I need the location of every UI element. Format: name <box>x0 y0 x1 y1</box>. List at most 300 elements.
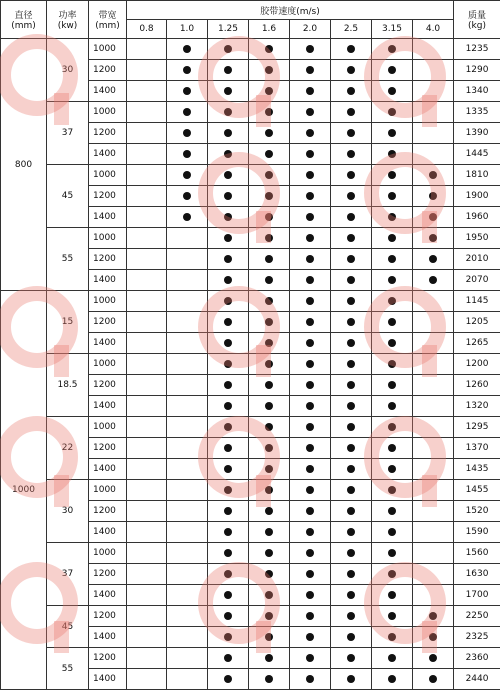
availability-dot <box>388 507 396 515</box>
speed-cell <box>127 123 167 144</box>
availability-dot <box>224 675 232 683</box>
power-cell: 55 <box>47 648 89 690</box>
availability-dot <box>183 108 191 116</box>
availability-dot <box>388 654 396 662</box>
availability-dot <box>306 507 314 515</box>
speed-cell <box>127 438 167 459</box>
availability-dot <box>224 87 232 95</box>
speed-cell <box>167 207 208 228</box>
belt-width-cell: 1200 <box>89 60 127 81</box>
speed-cell <box>167 396 208 417</box>
speed-cell <box>167 249 208 270</box>
speed-cell <box>331 585 372 606</box>
availability-dot <box>265 213 273 221</box>
speed-cell <box>372 543 413 564</box>
speed-cell <box>372 81 413 102</box>
speed-cell <box>331 291 372 312</box>
speed-cell <box>331 480 372 501</box>
speed-cell <box>208 543 249 564</box>
availability-dot <box>347 129 355 137</box>
availability-dot <box>347 675 355 683</box>
mass-cell: 1260 <box>454 375 500 396</box>
speed-col-header: 1.0 <box>167 20 208 39</box>
speed-cell <box>290 207 331 228</box>
power-cell: 45 <box>47 606 89 648</box>
table-row <box>1 543 500 564</box>
availability-dot <box>388 675 396 683</box>
belt-width-cell: 1000 <box>89 102 127 123</box>
speed-cell <box>372 627 413 648</box>
belt-width-cell: 1000 <box>89 480 127 501</box>
availability-dot <box>224 402 232 410</box>
speed-cell <box>208 291 249 312</box>
speed-cell <box>167 165 208 186</box>
speed-cell <box>249 228 290 249</box>
availability-dot <box>224 129 232 137</box>
speed-cell <box>167 81 208 102</box>
speed-cell <box>167 354 208 375</box>
availability-dot <box>388 381 396 389</box>
speed-cell <box>372 333 413 354</box>
speed-cell <box>208 270 249 291</box>
speed-cell <box>167 144 208 165</box>
speed-cell <box>249 165 290 186</box>
belt-width-cell: 1200 <box>89 375 127 396</box>
speed-cell <box>413 543 454 564</box>
belt-width-cell: 1400 <box>89 522 127 543</box>
availability-dot <box>347 234 355 242</box>
diameter-header-label: 直径 <box>1 8 46 21</box>
availability-dot <box>429 192 437 200</box>
speed-cell <box>413 354 454 375</box>
availability-dot <box>388 129 396 137</box>
speed-cell <box>208 564 249 585</box>
power-cell: 37 <box>47 102 89 165</box>
availability-dot <box>306 654 314 662</box>
speed-cell <box>413 501 454 522</box>
mass-header-unit: (kg) <box>454 21 500 31</box>
availability-dot <box>306 150 314 158</box>
availability-dot <box>224 423 232 431</box>
speed-cell <box>290 501 331 522</box>
availability-dot <box>224 45 232 53</box>
speed-cell <box>331 81 372 102</box>
speed-cell <box>331 648 372 669</box>
speed-cell <box>290 396 331 417</box>
availability-dot <box>347 171 355 179</box>
speed-cell <box>249 249 290 270</box>
availability-dot <box>306 255 314 263</box>
belt-width-cell: 1400 <box>89 459 127 480</box>
belt-width-cell: 1000 <box>89 354 127 375</box>
availability-dot <box>306 675 314 683</box>
mass-cell: 2070 <box>454 270 500 291</box>
speed-cell <box>372 102 413 123</box>
availability-dot <box>224 633 232 641</box>
speed-cell <box>413 102 454 123</box>
availability-dot <box>224 465 232 473</box>
speed-cell <box>413 522 454 543</box>
availability-dot <box>388 486 396 494</box>
belt-width-cell: 1400 <box>89 585 127 606</box>
speed-cell <box>372 585 413 606</box>
mass-cell: 1235 <box>454 39 500 60</box>
speed-cell <box>372 354 413 375</box>
speed-cell <box>290 123 331 144</box>
mass-cell: 1560 <box>454 543 500 564</box>
speed-cell <box>372 501 413 522</box>
speed-cell <box>413 165 454 186</box>
speed-cell <box>208 585 249 606</box>
speed-cell <box>372 228 413 249</box>
speed-cell <box>127 165 167 186</box>
speed-cell <box>249 417 290 438</box>
availability-dot <box>388 45 396 53</box>
availability-dot <box>388 360 396 368</box>
speed-cell <box>249 333 290 354</box>
speed-cell <box>331 417 372 438</box>
availability-dot <box>347 591 355 599</box>
availability-dot <box>224 591 232 599</box>
availability-dot <box>306 591 314 599</box>
belt-width-cell: 1200 <box>89 648 127 669</box>
mass-header-label: 质量 <box>454 8 500 21</box>
power-cell: 37 <box>47 543 89 606</box>
belt-width-cell: 1200 <box>89 123 127 144</box>
availability-dot <box>388 297 396 305</box>
speed-cell <box>372 144 413 165</box>
mass-header <box>454 1 500 39</box>
belt-width-cell: 1000 <box>89 39 127 60</box>
availability-dot <box>224 360 232 368</box>
speed-cell <box>331 564 372 585</box>
availability-dot <box>265 129 273 137</box>
speed-cell <box>208 501 249 522</box>
speed-cell <box>127 648 167 669</box>
speed-cell <box>413 123 454 144</box>
speed-cell <box>249 522 290 543</box>
speed-col-header: 3.15 <box>372 20 413 39</box>
availability-dot <box>347 402 355 410</box>
speed-cell <box>127 522 167 543</box>
availability-dot <box>224 234 232 242</box>
availability-dot <box>265 675 273 683</box>
power-cell: 30 <box>47 39 89 102</box>
speed-cell <box>127 501 167 522</box>
availability-dot <box>265 171 273 179</box>
speed-cell <box>127 543 167 564</box>
availability-dot <box>429 255 437 263</box>
availability-dot <box>265 612 273 620</box>
belt-width-cell: 1200 <box>89 312 127 333</box>
belt-width-header <box>89 1 127 39</box>
mass-cell: 1455 <box>454 480 500 501</box>
speed-cell <box>331 333 372 354</box>
speed-cell <box>372 648 413 669</box>
availability-dot <box>388 633 396 641</box>
table-header <box>1 1 500 39</box>
belt-width-cell: 1200 <box>89 186 127 207</box>
mass-cell: 1390 <box>454 123 500 144</box>
availability-dot <box>347 255 355 263</box>
availability-dot <box>388 171 396 179</box>
speed-cell <box>167 291 208 312</box>
availability-dot <box>224 255 232 263</box>
availability-dot <box>224 528 232 536</box>
availability-dot <box>224 171 232 179</box>
speed-cell <box>331 228 372 249</box>
speed-cell <box>127 396 167 417</box>
speed-cell <box>127 480 167 501</box>
speed-cell <box>290 543 331 564</box>
speed-cell <box>249 144 290 165</box>
availability-dot <box>388 465 396 473</box>
belt-width-cell: 1400 <box>89 144 127 165</box>
availability-dot <box>347 444 355 452</box>
availability-dot <box>265 444 273 452</box>
table-row <box>1 606 500 627</box>
availability-dot <box>306 423 314 431</box>
speed-cell <box>167 186 208 207</box>
availability-dot <box>429 675 437 683</box>
speed-cell <box>331 375 372 396</box>
availability-dot <box>347 423 355 431</box>
availability-dot <box>388 255 396 263</box>
mass-cell: 1295 <box>454 417 500 438</box>
speed-cell <box>167 480 208 501</box>
availability-dot <box>347 108 355 116</box>
speed-cell <box>167 123 208 144</box>
speed-cell <box>208 417 249 438</box>
availability-dot <box>306 276 314 284</box>
speed-cell <box>249 291 290 312</box>
speed-cell <box>127 669 167 690</box>
power-cell: 15 <box>47 291 89 354</box>
availability-dot <box>429 612 437 620</box>
speed-cell <box>372 312 413 333</box>
availability-dot <box>388 444 396 452</box>
speed-cell <box>208 81 249 102</box>
availability-dot <box>306 129 314 137</box>
belt-width-cell: 1200 <box>89 606 127 627</box>
availability-dot <box>306 612 314 620</box>
availability-dot <box>306 570 314 578</box>
speed-cell <box>331 39 372 60</box>
availability-dot <box>265 465 273 473</box>
speed-header: 胶带速度(m/s) <box>127 1 454 20</box>
belt-width-cell: 1000 <box>89 291 127 312</box>
speed-col-header: 4.0 <box>413 20 454 39</box>
speed-cell <box>413 333 454 354</box>
speed-cell <box>290 249 331 270</box>
speed-cell <box>290 669 331 690</box>
speed-cell <box>127 417 167 438</box>
speed-cell <box>249 81 290 102</box>
speed-cell <box>208 669 249 690</box>
speed-cell <box>413 270 454 291</box>
speed-col-header: 1.25 <box>208 20 249 39</box>
speed-cell <box>372 123 413 144</box>
speed-cell <box>290 39 331 60</box>
speed-cell <box>413 417 454 438</box>
speed-cell <box>290 291 331 312</box>
availability-dot <box>306 234 314 242</box>
speed-cell <box>249 564 290 585</box>
speed-cell <box>127 270 167 291</box>
availability-dot <box>265 87 273 95</box>
availability-dot <box>306 360 314 368</box>
availability-dot <box>265 654 273 662</box>
speed-cell <box>167 606 208 627</box>
availability-dot <box>224 654 232 662</box>
speed-cell <box>208 354 249 375</box>
availability-dot <box>306 87 314 95</box>
speed-cell <box>413 564 454 585</box>
availability-dot <box>388 234 396 242</box>
speed-cell <box>413 228 454 249</box>
power-cell: 55 <box>47 228 89 291</box>
speed-cell <box>290 480 331 501</box>
availability-dot <box>183 192 191 200</box>
availability-dot <box>306 297 314 305</box>
speed-cell <box>167 375 208 396</box>
speed-cell <box>331 207 372 228</box>
speed-cell <box>290 312 331 333</box>
speed-cell <box>208 60 249 81</box>
belt-width-cell: 1400 <box>89 333 127 354</box>
speed-cell <box>372 270 413 291</box>
availability-dot <box>265 297 273 305</box>
mass-cell: 1290 <box>454 60 500 81</box>
power-cell: 18.5 <box>47 354 89 417</box>
speed-cell <box>413 207 454 228</box>
availability-dot <box>388 423 396 431</box>
speed-cell <box>372 564 413 585</box>
speed-cell <box>290 354 331 375</box>
mass-cell: 2250 <box>454 606 500 627</box>
speed-cell <box>127 291 167 312</box>
availability-dot <box>265 381 273 389</box>
table-row <box>1 291 500 312</box>
availability-dot <box>347 318 355 326</box>
speed-cell <box>167 627 208 648</box>
belt-width-cell: 1000 <box>89 417 127 438</box>
availability-dot <box>224 549 232 557</box>
speed-cell <box>249 39 290 60</box>
speed-cell <box>249 438 290 459</box>
mass-cell: 1520 <box>454 501 500 522</box>
availability-dot <box>183 129 191 137</box>
speed-cell <box>372 186 413 207</box>
availability-dot <box>388 192 396 200</box>
speed-cell <box>331 312 372 333</box>
belt-width-cell: 1000 <box>89 228 127 249</box>
availability-dot <box>306 465 314 473</box>
availability-dot <box>265 591 273 599</box>
speed-cell <box>331 543 372 564</box>
availability-dot <box>347 297 355 305</box>
availability-dot <box>224 192 232 200</box>
availability-dot <box>306 66 314 74</box>
availability-dot <box>306 381 314 389</box>
availability-dot <box>265 528 273 536</box>
speed-cell <box>167 648 208 669</box>
speed-cell <box>290 270 331 291</box>
speed-cell <box>208 165 249 186</box>
speed-cell <box>290 165 331 186</box>
availability-dot <box>347 612 355 620</box>
speed-cell <box>331 270 372 291</box>
speed-cell <box>127 333 167 354</box>
speed-cell <box>208 228 249 249</box>
speed-cell <box>127 249 167 270</box>
availability-dot <box>265 486 273 494</box>
mass-cell: 2440 <box>454 669 500 690</box>
speed-cell <box>413 627 454 648</box>
availability-dot <box>347 276 355 284</box>
availability-dot <box>265 192 273 200</box>
mass-cell: 1960 <box>454 207 500 228</box>
speed-cell <box>331 459 372 480</box>
speed-cell <box>167 585 208 606</box>
availability-dot <box>265 318 273 326</box>
speed-cell <box>413 81 454 102</box>
speed-cell <box>208 606 249 627</box>
speed-cell <box>290 564 331 585</box>
availability-dot <box>265 66 273 74</box>
availability-dot <box>388 591 396 599</box>
mass-cell: 2010 <box>454 249 500 270</box>
mass-cell: 1630 <box>454 564 500 585</box>
belt-width-header-unit: (mm) <box>89 21 126 31</box>
availability-dot <box>183 87 191 95</box>
availability-dot <box>265 108 273 116</box>
speed-col-header: 0.8 <box>127 20 167 39</box>
speed-cell <box>331 522 372 543</box>
speed-cell <box>167 438 208 459</box>
speed-col-header: 2.5 <box>331 20 372 39</box>
availability-dot <box>347 507 355 515</box>
speed-cell <box>127 207 167 228</box>
speed-cell <box>372 417 413 438</box>
mass-cell: 1200 <box>454 354 500 375</box>
mass-cell: 1810 <box>454 165 500 186</box>
belt-width-cell: 1400 <box>89 207 127 228</box>
speed-cell <box>208 438 249 459</box>
table-body <box>1 39 500 690</box>
speed-cell <box>413 291 454 312</box>
speed-cell <box>167 333 208 354</box>
speed-cell <box>167 669 208 690</box>
mass-cell: 1320 <box>454 396 500 417</box>
speed-col-header: 1.6 <box>249 20 290 39</box>
speed-cell <box>208 375 249 396</box>
speed-cell <box>208 207 249 228</box>
availability-dot <box>224 318 232 326</box>
speed-cell <box>127 375 167 396</box>
speed-cell <box>331 249 372 270</box>
speed-cell <box>331 501 372 522</box>
speed-cell <box>208 102 249 123</box>
availability-dot <box>306 171 314 179</box>
availability-dot <box>347 339 355 347</box>
belt-width-cell: 1200 <box>89 438 127 459</box>
speed-cell <box>208 39 249 60</box>
availability-dot <box>183 66 191 74</box>
mass-cell: 1145 <box>454 291 500 312</box>
mass-cell: 1335 <box>454 102 500 123</box>
mass-cell: 1700 <box>454 585 500 606</box>
